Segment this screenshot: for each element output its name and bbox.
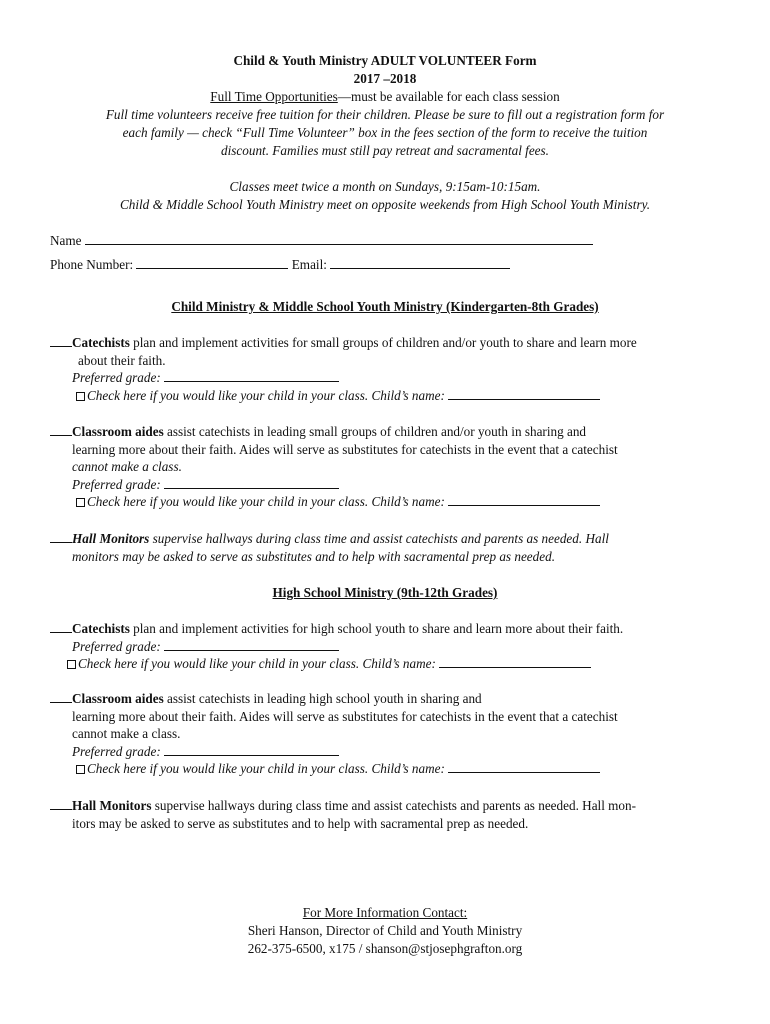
child-catechists-grade-field[interactable] [164,369,339,382]
hs-aides-block [50,690,725,778]
hs-catechists-grade-label: Preferred grade: [72,638,161,654]
contact-name: Sheri Hanson, Director of Child and Youth Ministry [247,923,523,938]
child-catechists-blank[interactable] [50,334,72,347]
child-aides-grade-field[interactable] [164,476,339,489]
name-label: Name [50,233,82,248]
child-aides-block [50,423,725,511]
hs-aides-checkbox[interactable] [76,765,85,774]
hs-hall-block [50,797,725,832]
full-time-rest: —must be available for each class session [337,89,560,104]
child-catechists-block [50,334,725,404]
child-aides-childname-field[interactable] [448,493,600,506]
hs-aides-desc-3: cannot make a class. [72,726,181,742]
child-section-heading: Child Ministry & Middle School Youth Ministry (Kindergarten-8th Grades) [171,299,599,314]
email-label: Email: [291,257,327,272]
hs-aides-check-text: Check here if you would like your child in your class. Child’s name: [87,761,445,777]
contact-phone-email: 262-375-6500, x175 / shanson@stjosephgrafton.org [247,941,523,956]
hs-aides-desc-2: learning more about their faith. Aides will serve as substitutes for catechists in the event that a catechist [72,708,618,724]
contact-heading: For More Information Contact: [302,905,468,920]
phone-label: Phone Number: [50,257,134,272]
child-aides-grade-label: Preferred grade: [72,476,161,492]
form-year: 2017 –2018 [353,71,417,86]
full-time-label: Full Time Opportunities [210,89,338,104]
child-aides-desc-2: learning more about their faith. Aides will serve as substitutes for catechists in the event that a catechist [72,441,618,457]
form-title: Child & Youth Ministry ADULT VOLUNTEER Form [233,53,537,68]
child-catechists-checkbox[interactable] [76,392,85,401]
child-catechists-grade-label: Preferred grade: [72,370,161,386]
child-catechists-title: Catechists [72,335,130,350]
child-hall-block [50,530,725,565]
child-hall-blank[interactable] [50,530,72,543]
child-aides-desc-1: assist catechists in leading small groups of children and/or youth in sharing and [163,424,587,439]
hs-catechists-check-text: Check here if you would like your child in your class. Child’s name: [78,656,436,672]
hs-hall-blank[interactable] [50,797,72,810]
hs-aides-childname-field[interactable] [448,760,600,773]
hs-aides-grade-field[interactable] [164,743,339,756]
full-time-line [0,88,770,106]
schedule-line-1: Classes meet twice a month on Sundays, 9:15am-10:15am. [229,179,541,194]
full-time-note-2: each family — check “Full Time Volunteer” box in the fees section of the form to receive the tuition [122,125,648,140]
name-field[interactable] [85,232,593,245]
child-catechists-childname-field[interactable] [448,387,600,400]
hs-catechists-blank[interactable] [50,620,72,633]
child-hall-title: Hall Monitors [72,531,150,546]
hs-catechists-checkbox[interactable] [67,660,76,669]
child-catechists-desc-2: about their faith. [78,352,166,368]
name-row [50,232,593,250]
full-time-note-1: Full time volunteers receive free tuition for their children. Please be sure to fill out a registration form for [105,107,665,122]
child-aides-blank[interactable] [50,423,72,436]
hs-catechists-childname-field[interactable] [439,655,591,668]
child-catechists-desc-1: plan and implement activities for small groups of children and/or youth to share and learn more [129,335,637,350]
full-time-note-3: discount. Families must still pay retreat and sacramental fees. [221,143,549,158]
child-hall-desc-2: monitors may be asked to serve as substitutes and to help with sacramental prep as needed. [72,548,555,564]
hs-catechists-desc: plan and implement activities for high school youth to share and learn more about their faith. [129,621,624,636]
contact-row [50,256,510,274]
hs-aides-blank[interactable] [50,690,72,703]
hs-catechists-title: Catechists [72,621,130,636]
hs-aides-title: Classroom aides [72,691,164,706]
hs-hall-title: Hall Monitors [72,798,152,813]
hs-catechists-grade-field[interactable] [164,638,339,651]
schedule-line-2: Child & Middle School Youth Ministry meet on opposite weekends from High School Youth Ministry. [119,197,651,212]
hs-aides-desc-1: assist catechists in leading high school youth in sharing and [163,691,482,706]
child-catechists-check-text: Check here if you would like your child in your class. Child’s name: [87,387,445,403]
email-field[interactable] [330,256,510,269]
hs-section-heading: High School Ministry (9th-12th Grades) [272,585,498,600]
hs-aides-grade-label: Preferred grade: [72,743,161,759]
hs-hall-desc-1: supervise hallways during class time and assist catechists and parents as needed. Hall mon- [151,798,637,813]
hs-catechists-block [50,620,725,673]
child-aides-checkbox[interactable] [76,498,85,507]
child-aides-check-text: Check here if you would like your child in your class. Child’s name: [87,494,445,510]
child-aides-desc-3: cannot make a class. [72,459,182,475]
phone-field[interactable] [136,256,288,269]
child-aides-title: Classroom aides [72,424,164,439]
child-hall-desc-1: supervise hallways during class time and assist catechists and parents as needed. Hall [149,531,609,546]
hs-hall-desc-2: itors may be asked to serve as substitutes and to help with sacramental prep as needed. [72,815,529,831]
